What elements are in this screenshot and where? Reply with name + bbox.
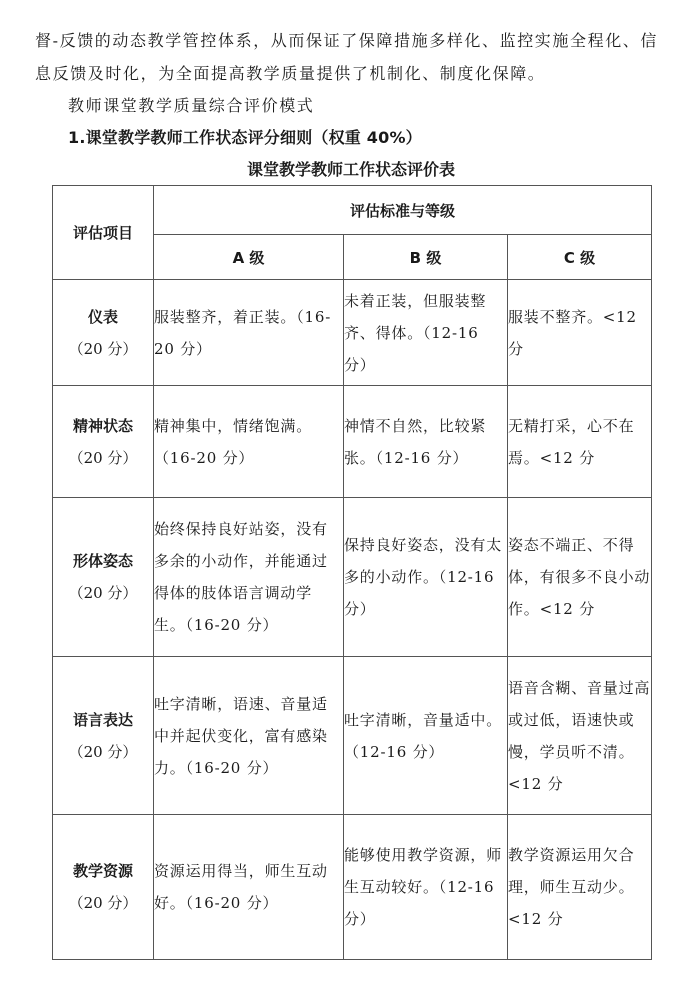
grade-a-cell: 服装整齐，着正装。（16-20 分） xyxy=(154,280,344,386)
item-cell xyxy=(53,657,154,815)
grade-a-cell: 吐字清晰，语速、音量适中并起伏变化，富有感染力。（16-20 分） xyxy=(154,657,344,815)
grade-c-cell: 教学资源运用欠合理，师生互动少。<12 分 xyxy=(508,815,652,960)
item-cell xyxy=(53,815,154,960)
grade-b-cell: 吐字清晰，音量适中。（12-16 分） xyxy=(344,657,508,815)
header-item-col: 评估项目 xyxy=(53,186,154,280)
item-cell xyxy=(53,280,154,386)
grade-a-cell: 精神集中，情绪饱满。（16-20 分） xyxy=(154,386,344,498)
table-row xyxy=(53,815,652,960)
item-name: 仪表 xyxy=(87,307,118,326)
table-title: 课堂教学教师工作状态评价表 xyxy=(246,160,455,179)
grade-a-cell: 资源运用得当，师生互动好。（16-20 分） xyxy=(154,815,344,960)
header-grade-a: A 级 xyxy=(154,235,344,280)
item-score: （20 分） xyxy=(68,742,138,761)
section-heading: 1.课堂教学教师工作状态评分细则（权重 40%） xyxy=(68,128,422,147)
item-cell xyxy=(53,386,154,498)
grade-b-cell: 未着正装，但服装整齐、得体。（12-16 分） xyxy=(344,280,508,386)
table-row xyxy=(53,280,652,386)
table-header-row-1 xyxy=(53,186,652,235)
grade-c-cell: 语音含糊、音量过高或过低，语速快或慢，学员听不清。<12 分 xyxy=(508,657,652,815)
item-score: （20 分） xyxy=(68,584,138,602)
item-score: （20 分） xyxy=(68,339,138,358)
grade-b-cell: 神情不自然，比较紧张。（12-16 分） xyxy=(344,386,508,498)
header-grade-c: C 级 xyxy=(508,235,652,280)
grade-b-cell: 保持良好姿态，没有太多的小动作。（12-16 分） xyxy=(344,498,508,657)
evaluation-table xyxy=(52,185,652,960)
table-row xyxy=(53,386,652,498)
grade-c-cell: 服装不整齐。<12 分 xyxy=(508,280,652,386)
table-row xyxy=(53,657,652,815)
item-cell xyxy=(53,498,154,657)
grade-a-cell: 始终保持良好站姿，没有多余的小动作，并能通过得体的肢体语言调动学生。（16-20 分） xyxy=(154,498,344,657)
header-grade-b: B 级 xyxy=(344,235,508,280)
item-name: 教学资源 xyxy=(72,862,133,880)
item-score: （20 分） xyxy=(68,448,138,467)
grade-c-cell: 姿态不端正、不得体，有很多不良小动作。<12 分 xyxy=(508,498,652,657)
grade-c-cell: 无精打采，心不在焉。<12 分 xyxy=(508,386,652,498)
item-name: 语言表达 xyxy=(72,710,133,729)
item-name: 精神状态 xyxy=(72,416,133,435)
table-row xyxy=(53,498,652,657)
item-score: （20 分） xyxy=(68,894,138,912)
header-criteria-group: 评估标准与等级 xyxy=(154,186,652,235)
body-paragraph-line-2: 息反馈及时化，为全面提高教学质量提供了机制化、制度化保障。 xyxy=(35,64,546,83)
grade-b-cell: 能够使用教学资源，师生互动较好。（12-16 分） xyxy=(344,815,508,960)
body-paragraph-line-1: 督-反馈的动态教学管控体系，从而保证了保障措施多样化、监控实施全程化、信 xyxy=(35,31,659,50)
body-paragraph-mode-title: 教师课堂教学质量综合评价模式 xyxy=(68,96,315,115)
item-name: 形体姿态 xyxy=(72,552,133,570)
